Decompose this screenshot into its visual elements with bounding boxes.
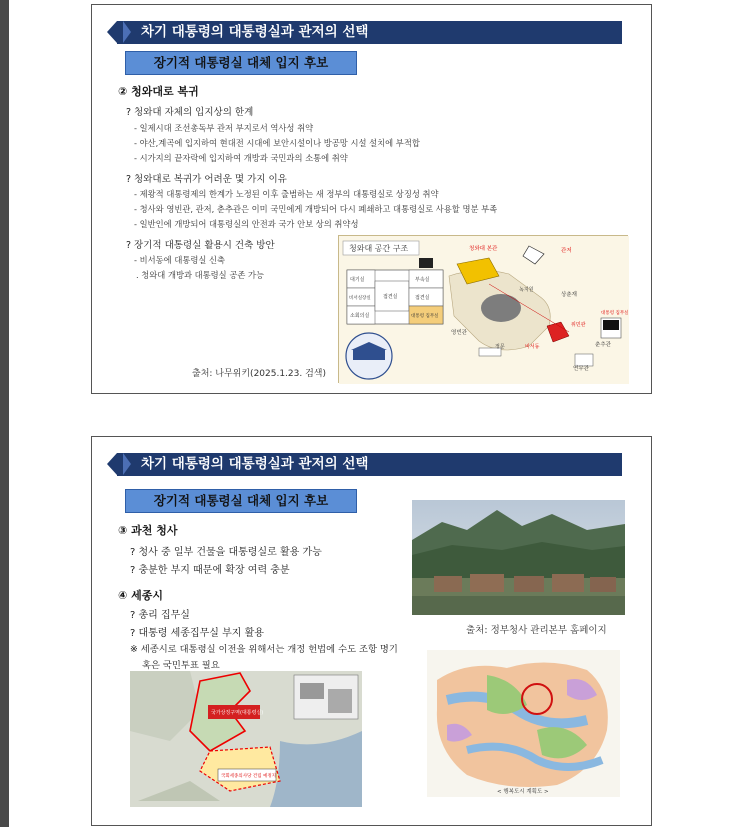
slide-title: 차기 대통령의 대통령실과 관저의 선택 bbox=[117, 21, 622, 44]
q1-item: - 야산,계곡에 입지하여 현대전 시대에 보안시설이나 방공망 시설 설치에 부적합 bbox=[134, 138, 420, 148]
label-residence: 관저 bbox=[561, 248, 572, 254]
slide-title: 차기 대통령의 대통령실과 관저의 선택 bbox=[117, 453, 622, 476]
cheongwadae-layout-figure bbox=[338, 235, 628, 383]
q3-item: - 비서동에 대통령실 신축 bbox=[134, 255, 226, 265]
q3-item: . 청와대 개방과 대통령실 공존 가능 bbox=[136, 270, 265, 280]
gwacheon-complex-photo bbox=[412, 500, 625, 615]
q1-item: - 시가지의 끝자락에 입지하여 개방과 국민과의 소통에 취약 bbox=[134, 153, 348, 163]
svg-text:접견실: 접견실 bbox=[415, 295, 430, 301]
question-3: ? 장기적 대통령실 활용시 건축 방안 bbox=[126, 240, 275, 251]
svg-text:접견실: 접견실 bbox=[383, 294, 398, 300]
sejong-city-plan-map bbox=[427, 650, 620, 797]
q2-item: - 제왕적 대통령제의 한계가 노정된 이후 출범하는 새 정부의 대통령실로 상징성 취약 bbox=[134, 189, 439, 199]
map-label-national-symbol-zone: 국가상징구역(대통령실) bbox=[211, 710, 264, 716]
question-1: ? 청와대 자체의 입지상의 한계 bbox=[126, 107, 254, 118]
q2-item: - 청사와 영빈관, 관저, 춘추관은 이미 국민에게 개방되어 다시 폐쇄하고 대통령실로 사용할 명분 부족 bbox=[134, 204, 498, 214]
section-heading: ② 청와대로 복귀 bbox=[118, 85, 199, 98]
viewer-left-edge bbox=[0, 0, 9, 827]
layout-map-svg bbox=[339, 236, 629, 384]
sejong-item: ? 대통령 세종집무실 부지 활용 bbox=[130, 628, 264, 639]
svg-text:부속실: 부속실 bbox=[415, 277, 430, 283]
q1-item: - 일제시대 조선총독부 관저 부지로서 역사성 취약 bbox=[134, 123, 314, 133]
svg-text:소회의실: 소회의실 bbox=[350, 313, 370, 319]
sejong-note-cont: 혹은 국민투표 필요 bbox=[142, 660, 220, 671]
sejong-item: ? 총리 집무실 bbox=[130, 610, 190, 621]
photo-source: 출처: 정부청사 관리본부 홈페이지 bbox=[466, 625, 607, 636]
label-gate: 정문 bbox=[495, 344, 505, 350]
label-guesthouse: 영빈관 bbox=[451, 330, 467, 336]
sejong-site-map bbox=[130, 671, 362, 807]
slide-subtitle: 장기적 대통령실 대체 입지 후보 bbox=[125, 489, 357, 513]
svg-text:비서실장실: 비서실장실 bbox=[349, 296, 371, 301]
figure-title: 청와대 공간 구조 bbox=[349, 244, 409, 253]
sejong-note: ※ 세종시로 대통령실 이전을 위해서는 개정 헌법에 수도 조항 명기 bbox=[130, 644, 398, 655]
q2-item: - 일반인에 개방되어 대통령실의 안전과 국가 안보 상의 취약성 bbox=[134, 219, 359, 229]
presidential-emblem bbox=[346, 333, 392, 379]
source-caption: 출처: 나무위키(2025.1.23. 검색) bbox=[192, 369, 326, 379]
gwacheon-item: ? 청사 중 일부 건물을 대통령실로 활용 가능 bbox=[130, 547, 322, 558]
label-sangchun: 상춘재 bbox=[561, 292, 577, 298]
label-nokji: 녹지원 bbox=[519, 287, 534, 293]
section-heading-sejong: ④ 세종시 bbox=[118, 589, 164, 602]
section-heading-gwacheon: ③ 과천 청사 bbox=[118, 524, 178, 537]
slide-subtitle: 장기적 대통령실 대체 입지 후보 bbox=[125, 51, 357, 75]
slide-1 bbox=[91, 4, 652, 394]
label-secretary-bldg: 비서동 bbox=[525, 344, 540, 350]
city-plan-caption: < 행복도시 계획도 > bbox=[497, 789, 549, 795]
gwacheon-item: ? 충분한 부지 때문에 확장 여력 충분 bbox=[130, 565, 290, 576]
slide-2 bbox=[91, 436, 652, 826]
svg-text:대기실: 대기실 bbox=[350, 277, 365, 283]
label-main-building: 청와대 본관 bbox=[469, 246, 498, 252]
question-2: ? 청와대로 복귀가 어려운 몇 가지 이유 bbox=[126, 174, 287, 185]
svg-text:대통령 집무실: 대통령 집무실 bbox=[411, 314, 439, 319]
label-yeonmu: 연무관 bbox=[573, 366, 589, 372]
label-wimin: 위민관 bbox=[571, 322, 586, 328]
map-label-assembly-site: 국회세종의사당 건립 예정지 bbox=[221, 774, 277, 779]
label-president-office: 대통령 집무실 bbox=[601, 311, 629, 316]
label-press-center: 춘추관 bbox=[595, 342, 611, 348]
